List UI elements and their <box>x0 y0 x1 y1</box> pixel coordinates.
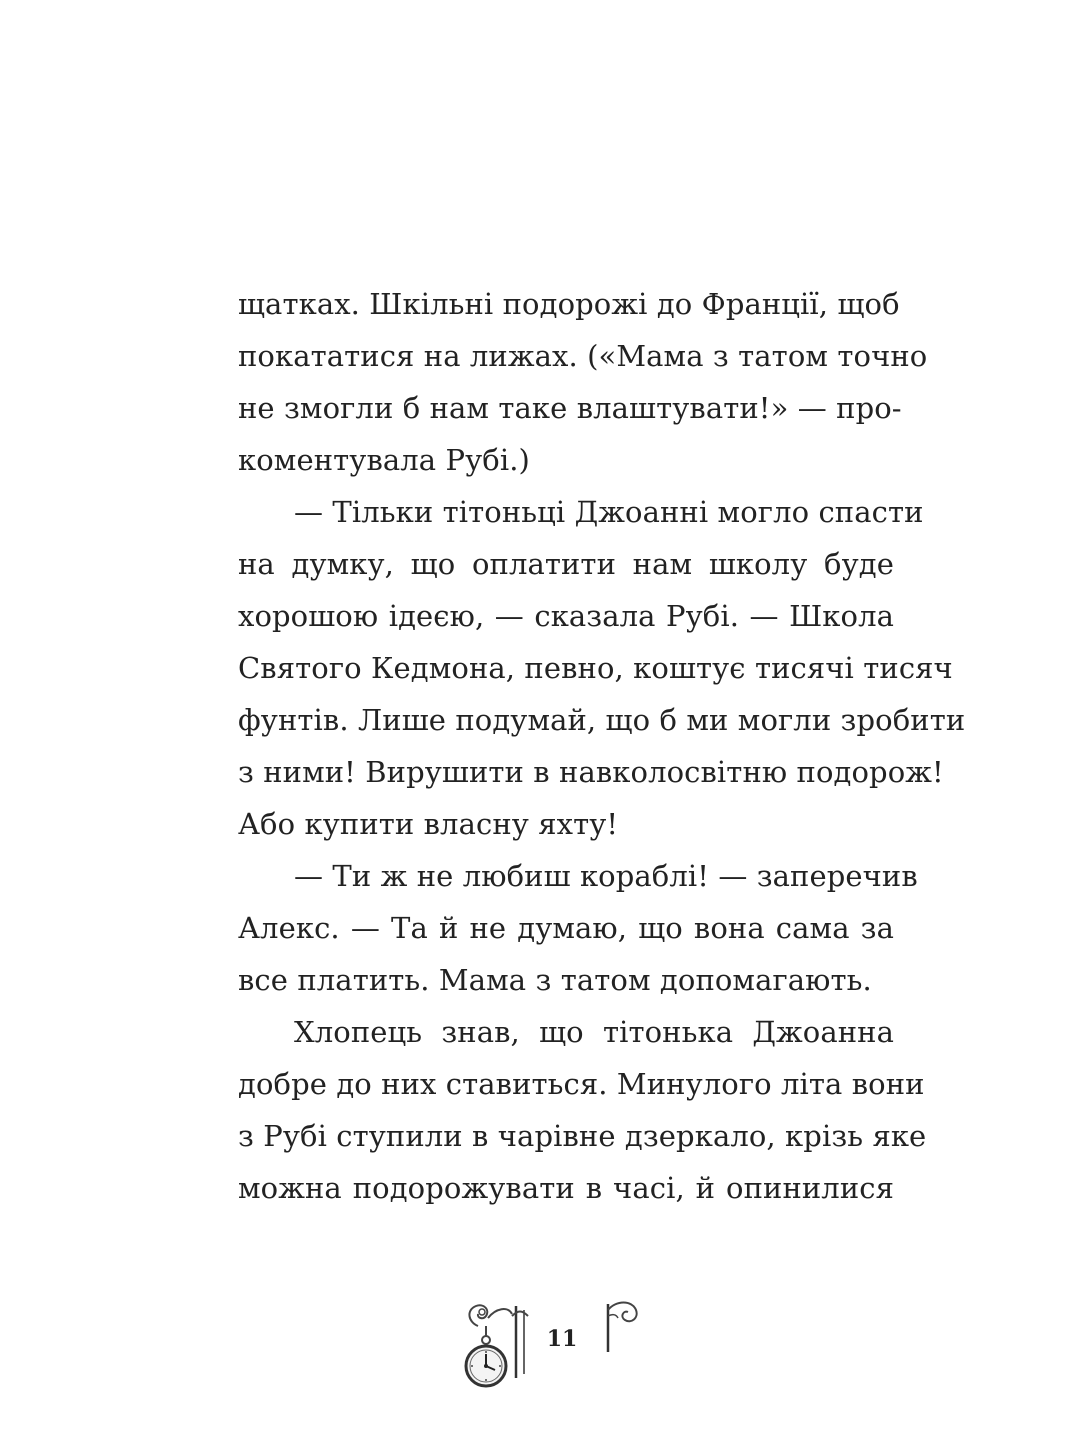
body-text <box>238 278 966 1214</box>
text-line: все платить. Мама з татом допомагають. <box>238 963 872 997</box>
text-line: Святого Кедмона, певно, коштує тисячі тисяч <box>238 651 953 685</box>
pocket-watch-ornament-icon <box>458 1296 538 1396</box>
text-line: можна подорожувати в часі, й опинилися <box>238 1171 894 1205</box>
text-line: на думку, що оплатити нам школу буде <box>238 547 894 581</box>
text-line: Або купити власну яхту! <box>238 807 619 841</box>
text-line: не змогли б нам таке влаштувати!» — про- <box>238 391 902 425</box>
text-line: — Тільки тітоньці Джоанні могло спасти <box>294 495 924 529</box>
text-line: — Ти ж не любиш кораблі! — заперечив <box>294 859 918 893</box>
text-line: добре до них ставиться. Минулого літа вони <box>238 1067 925 1101</box>
text-line: Хлопець знав, що тітонька Джоанна <box>294 1015 894 1049</box>
text-line: з Рубі ступили в чарівне дзеркало, крізь яке <box>238 1119 927 1153</box>
text-line: коментувала Рубі.) <box>238 443 530 477</box>
text-line: з ними! Вирушити в навколосвітню подорож! <box>238 755 944 789</box>
text-line: фунтів. Лише подумай, що б ми могли зробити <box>238 703 966 737</box>
page-footer <box>0 1288 1080 1398</box>
text-line: хорошою ідеєю, — сказала Рубі. — Школа <box>238 599 894 633</box>
text-line: Алекс. — Та й не думаю, що вона сама за <box>238 911 894 945</box>
text-line: щатках. Шкільні подорожі до Франції, щоб <box>238 287 900 321</box>
scroll-curl-ornament-icon <box>598 1296 658 1356</box>
page-number: 11 <box>546 1326 578 1352</box>
text-line: покататися на лижах. («Мама з татом точно <box>238 339 928 373</box>
